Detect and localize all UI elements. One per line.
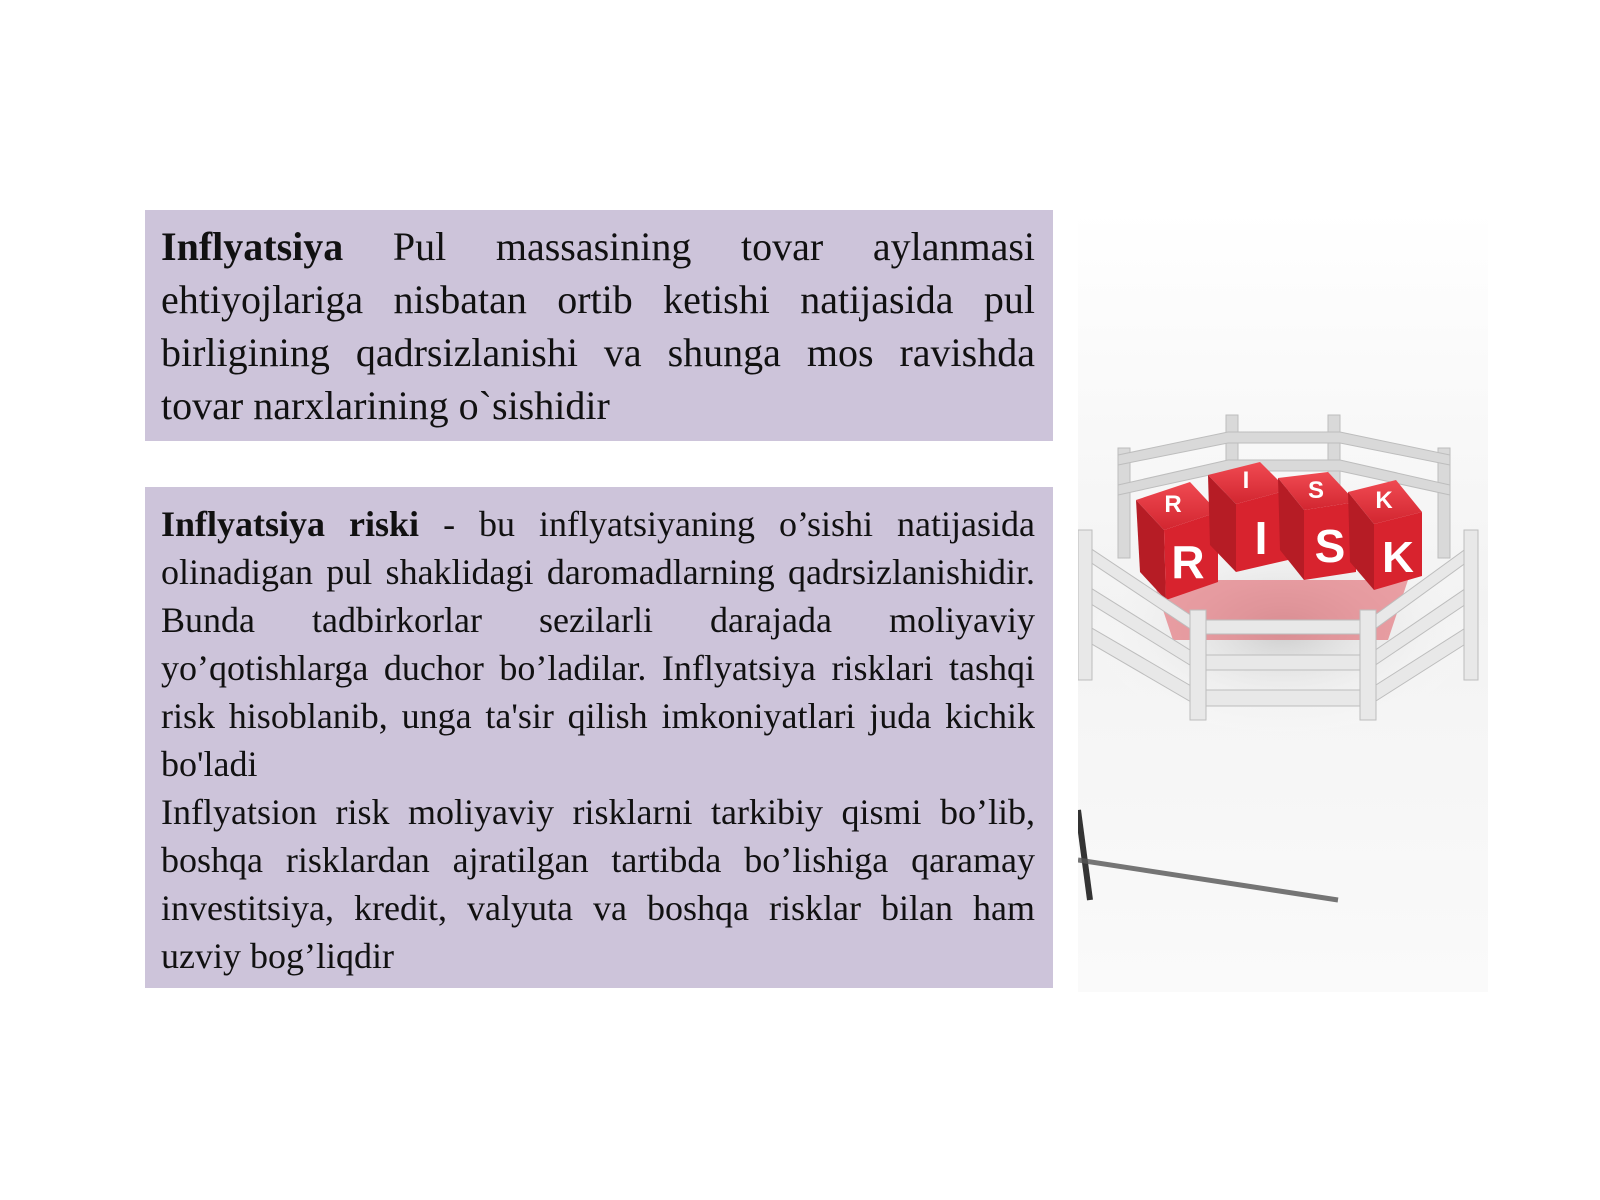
- term-inflation: Inflyatsiya: [161, 224, 344, 269]
- inflation-definition-box: [145, 210, 1053, 441]
- svg-text:I: I: [1254, 512, 1268, 564]
- risk-cubes-fence-image: [1078, 210, 1488, 992]
- svg-text:I: I: [1242, 467, 1250, 494]
- inflation-risk-paragraph-1: - bu inflyatsiyaning o’sishi natijasida olinadigan pul shaklidagi daromadlarning qadrsizlanishidir. Bunda tadbirkorlar sezilarli darajada moliyaviy yo’qotishlarga duchor bo’ladilar. Inflyatsiya risklari tashqi risk hisoblanib, unga ta'sir qilish imkoniyatlari juda kichik bo'ladi: [161, 504, 1036, 784]
- svg-text:K: K: [1382, 533, 1414, 582]
- inflation-definition-text: Pul massasining tovar aylanmasi ehtiyojlariga nisbatan ortib ketishi natijasida pul birligining qadrsizlanishi va shunga mos ravishda tovar narxlarining o`sishidir: [161, 224, 1035, 428]
- inflation-risk-box: [145, 487, 1053, 988]
- svg-text:R: R: [1164, 491, 1182, 518]
- inflation-risk-paragraph-2: Inflyatsion risk moliyaviy risklarni tarkibiy qismi bo’lib, boshqa risklardan ajratilgan tartibda bo’lishiga qaramay investitsiya, kredit, valyuta va boshqa risklar bilan ham uzviy bog’liqdir: [161, 792, 1035, 976]
- svg-text:S: S: [1314, 520, 1346, 572]
- svg-text:S: S: [1307, 477, 1325, 504]
- svg-text:K: K: [1375, 487, 1393, 514]
- term-inflation-risk: Inflyatsiya riski: [161, 504, 420, 544]
- svg-text:R: R: [1171, 536, 1205, 588]
